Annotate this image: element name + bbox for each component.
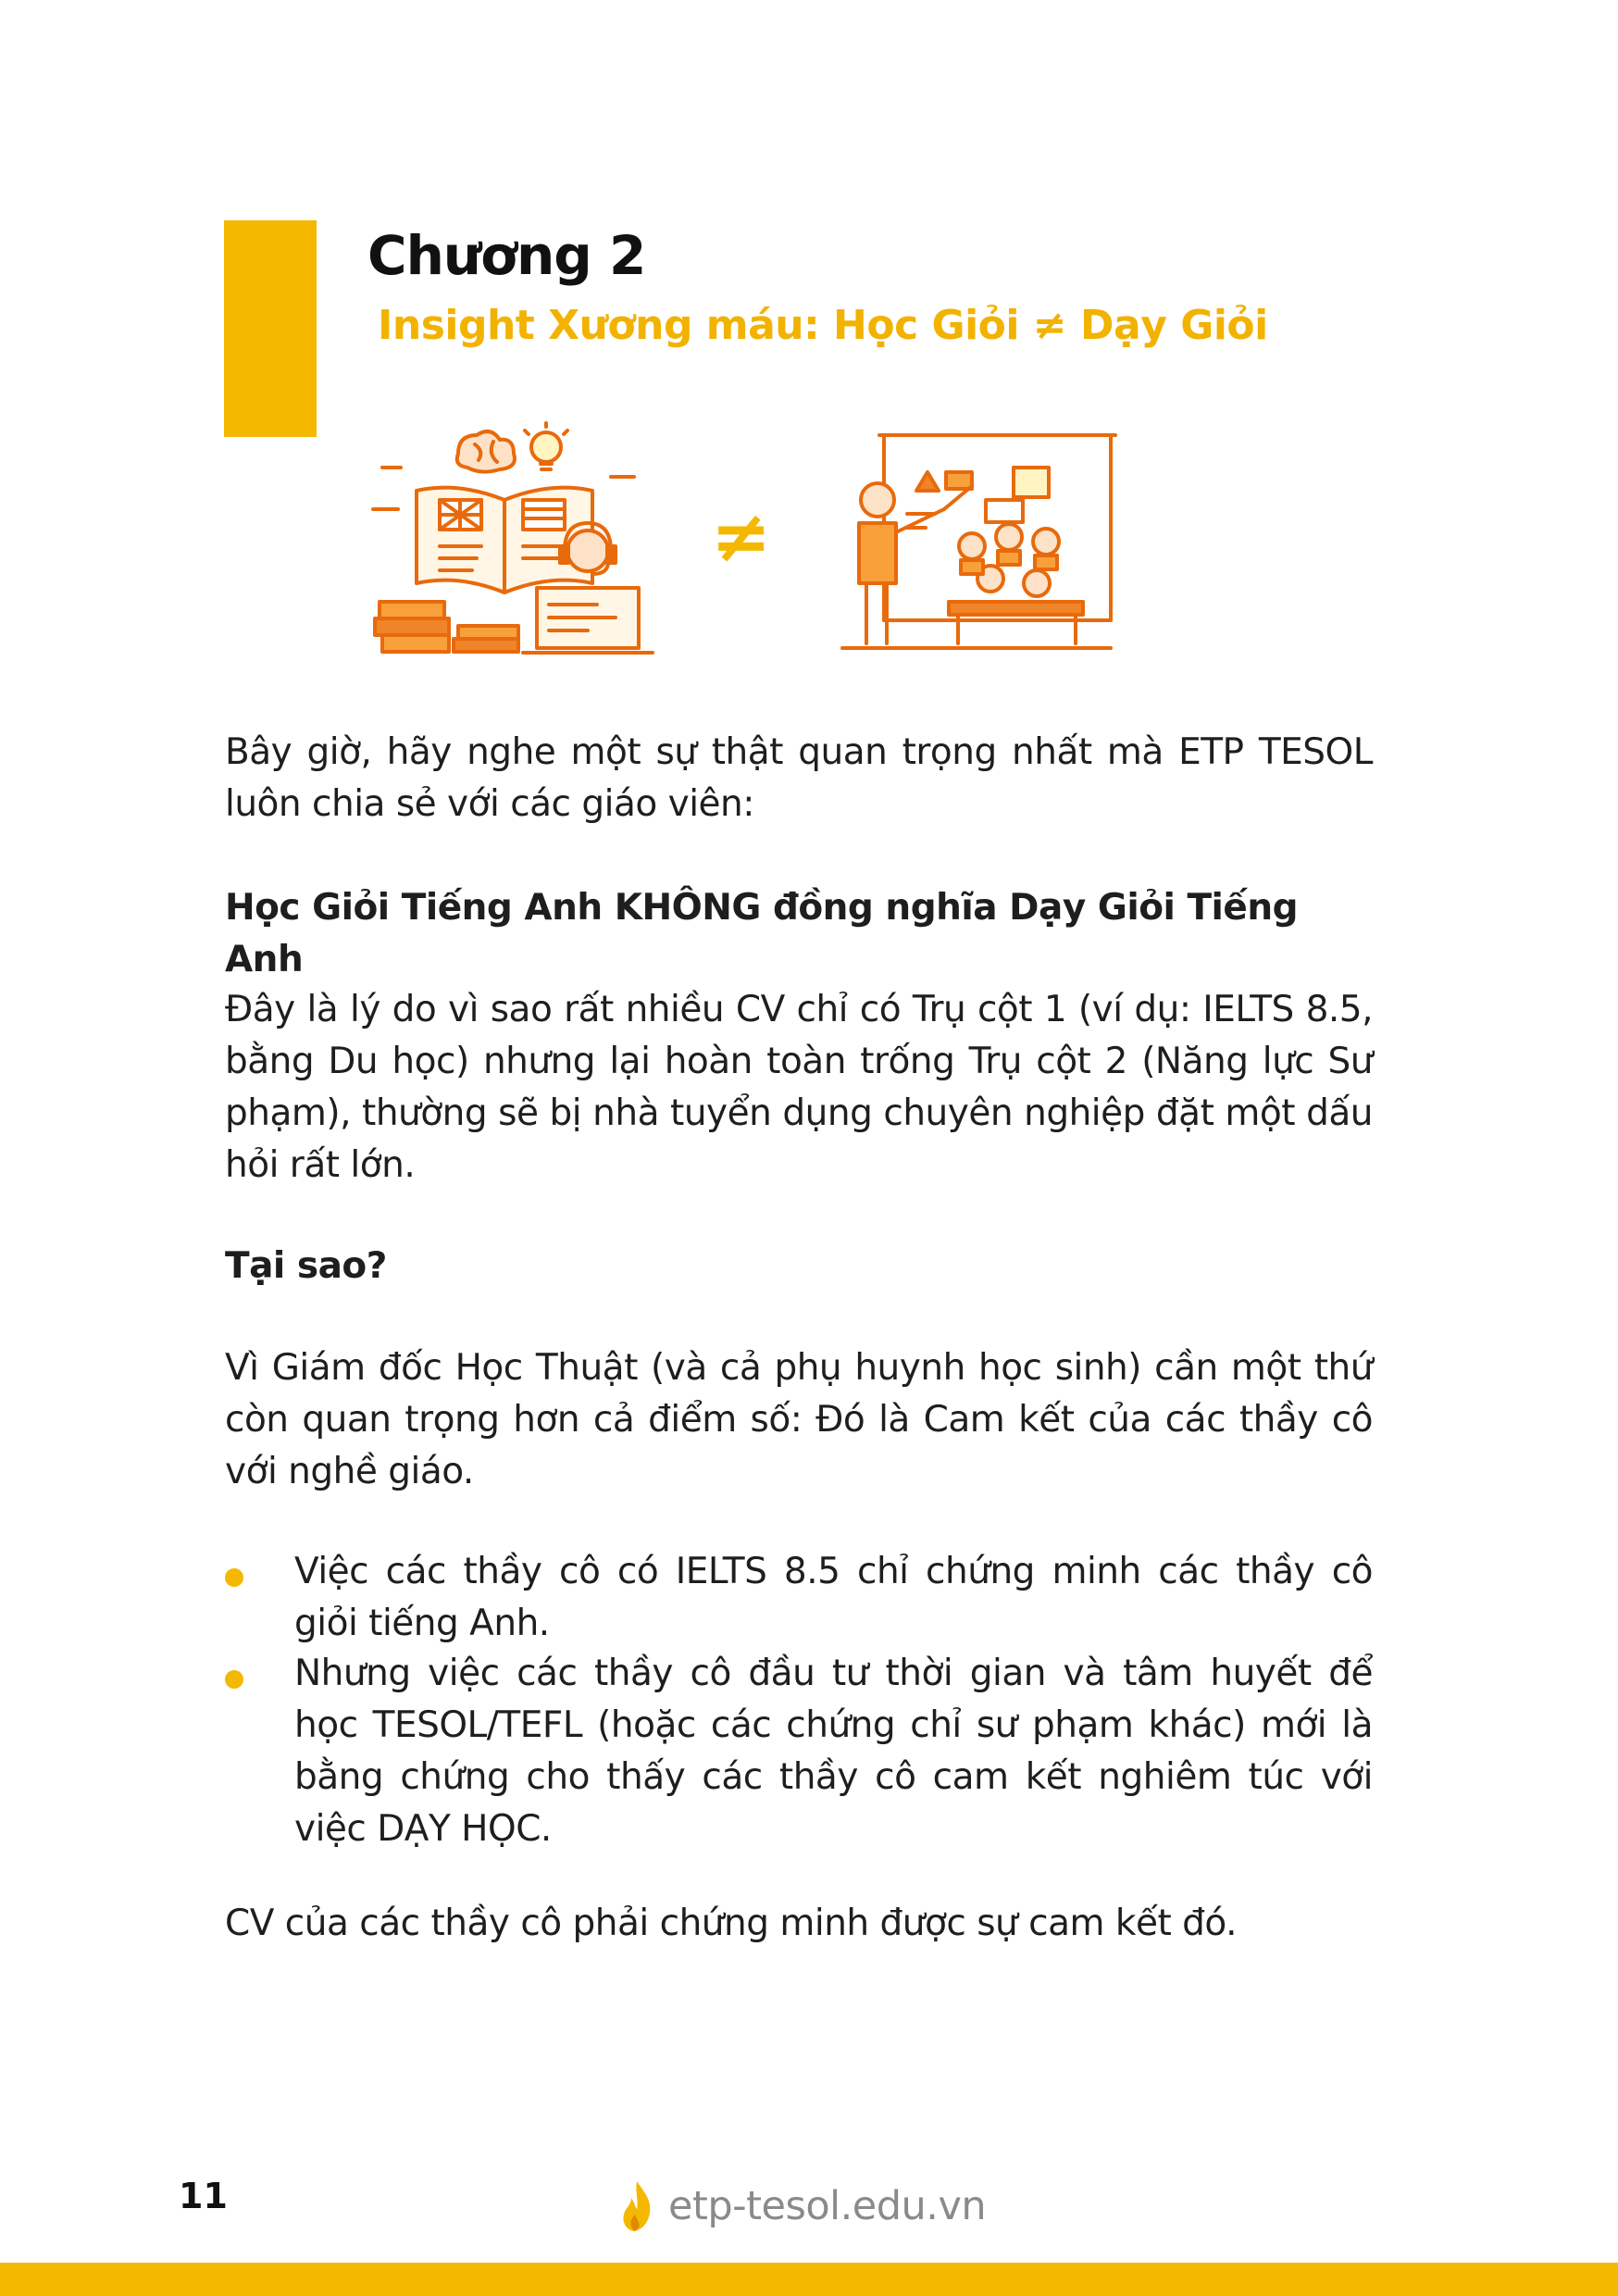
footer-website [618, 2174, 986, 2239]
teacher-classroom-illustration [833, 421, 1120, 657]
key-statement: Học Giỏi Tiếng Anh KHÔNG đồng nghĩa Dạy Giỏi Tiếng Anh [225, 887, 1299, 980]
footer-accent-band [0, 2263, 1618, 2296]
reason-paragraph: Vì Giám đốc Học Thuật (và cả phụ huynh học sinh) cần một thứ còn quan trọng hơn cả điểm số: Đó là Cam kết của các thầy cô với nghề giáo. [225, 1347, 1373, 1492]
question-heading: Tại sao? [225, 1245, 387, 1287]
flame-icon [618, 2179, 655, 2233]
chapter-title: Chương 2 [367, 224, 646, 287]
chapter-subtitle: Insight Xương máu: Học Giỏi ≠ Dạy Giỏi [378, 302, 1268, 349]
closing-paragraph: CV của các thầy cô phải chứng minh được sự cam kết đó. [225, 1903, 1237, 1944]
intro-paragraph: Bây giờ, hãy nghe một sự thật quan trọng nhất mà ETP TESOL luôn chia sẻ với các giáo viên: [225, 731, 1373, 825]
learning-books-headset-illustration [366, 421, 657, 662]
bullet-dot [225, 1568, 243, 1587]
not-equal-sign: ≠ [711, 495, 772, 579]
chapter-accent-bar [224, 220, 317, 437]
explanation-paragraph: Đây là lý do vì sao rất nhiều CV chỉ có Trụ cột 1 (ví dụ: IELTS 8.5, bằng Du học) nhưng lại hoàn toàn trống Trụ cột 2 (Năng lực Sư phạm), thường sẽ bị nhà tuyển dụng chuyên nghiệp đặt một dấu hỏi rất lớn. [225, 989, 1373, 1186]
website-url: etp-tesol.edu.vn [668, 2183, 987, 2229]
bullet-dot [225, 1670, 243, 1689]
bullet-text: Việc các thầy cô có IELTS 8.5 chỉ chứng minh các thầy cô giỏi tiếng Anh. [294, 1551, 1373, 1644]
page-number: 11 [179, 2176, 228, 2216]
bullet-text: Nhưng việc các thầy cô đầu tư thời gian và tâm huyết để học TESOL/TEFL (hoặc các chứng chỉ sư phạm khác) mới là bằng chứng cho thấy các thầy cô cam kết nghiêm túc với việc DẠY HỌC. [294, 1653, 1373, 1850]
